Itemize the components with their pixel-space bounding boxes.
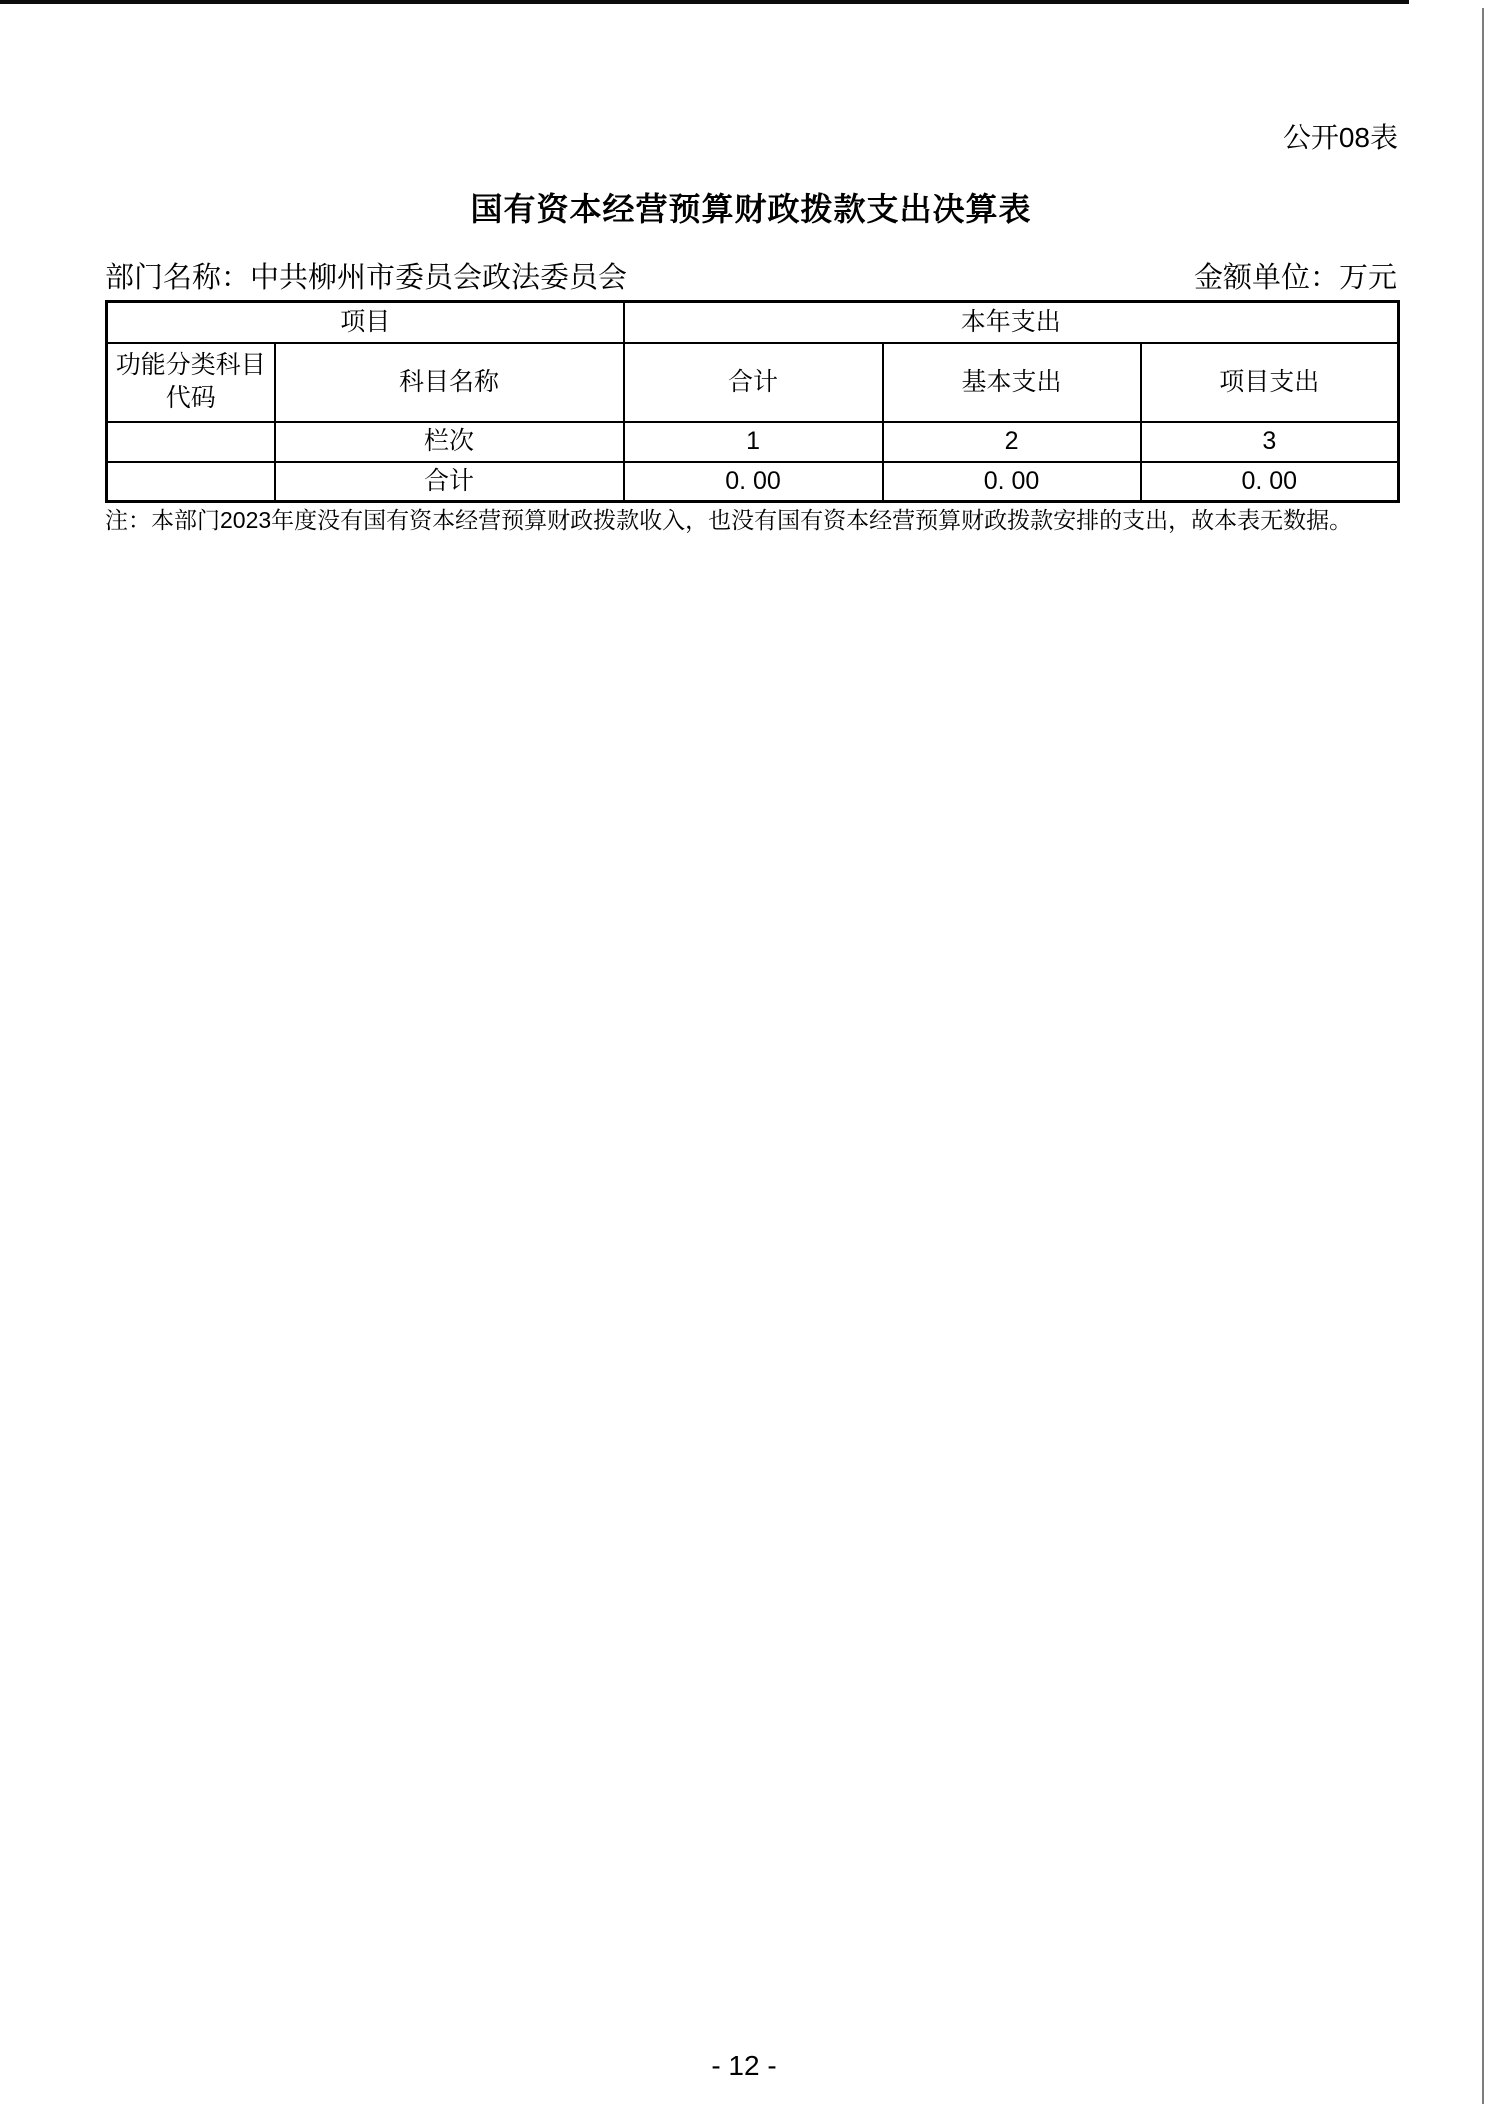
header-project-expense: 项目支出 [1141,343,1399,422]
row-total-value: 0. 00 [624,462,883,502]
index-empty-cell [107,422,275,462]
header-total: 合计 [624,343,883,422]
row-project-value: 0. 00 [1141,462,1399,502]
form-number-label: 公开08表 [1282,122,1398,153]
table-row [107,462,1399,502]
header-columns-row [107,343,1399,422]
header-year-expense-group: 本年支出 [624,302,1399,343]
department-name-label: 部门名称：中共柳州市委员会政法委员会 [105,262,628,294]
index-col-3: 3 [1141,422,1399,462]
row-basic-value: 0. 00 [883,462,1141,502]
column-index-row [107,422,1399,462]
index-col-1: 1 [624,422,883,462]
header-function-code [107,343,275,422]
table-note: 注：本部门2023年度没有国有资本经营预算财政拨款收入，也没有国有资本经营预算财政拨款安排的支出，故本表无数据。 [105,507,1353,533]
row-name-cell: 合计 [275,462,624,502]
header-basic-expense: 基本支出 [883,343,1141,422]
index-row-label: 栏次 [275,422,624,462]
header-group-row [107,302,1399,343]
table-meta-row [105,259,1397,297]
budget-expenditure-table [105,300,1400,503]
scan-artifact-right-edge-line [1482,8,1484,2104]
header-function-code-line2: 代码 [165,384,216,412]
index-col-2: 2 [883,422,1141,462]
page-number: - 12 - [711,2050,777,2081]
scan-artifact-top-bar [0,0,1409,4]
header-function-code-line1: 功能分类科目 [115,351,266,379]
row-code-cell [107,462,275,502]
amount-unit-label: 金额单位：万元 [1193,262,1397,294]
page-title: 国有资本经营预算财政拨款支出决算表 [470,191,1032,227]
header-item-group: 项目 [107,302,624,343]
header-subject-name: 科目名称 [275,343,624,422]
